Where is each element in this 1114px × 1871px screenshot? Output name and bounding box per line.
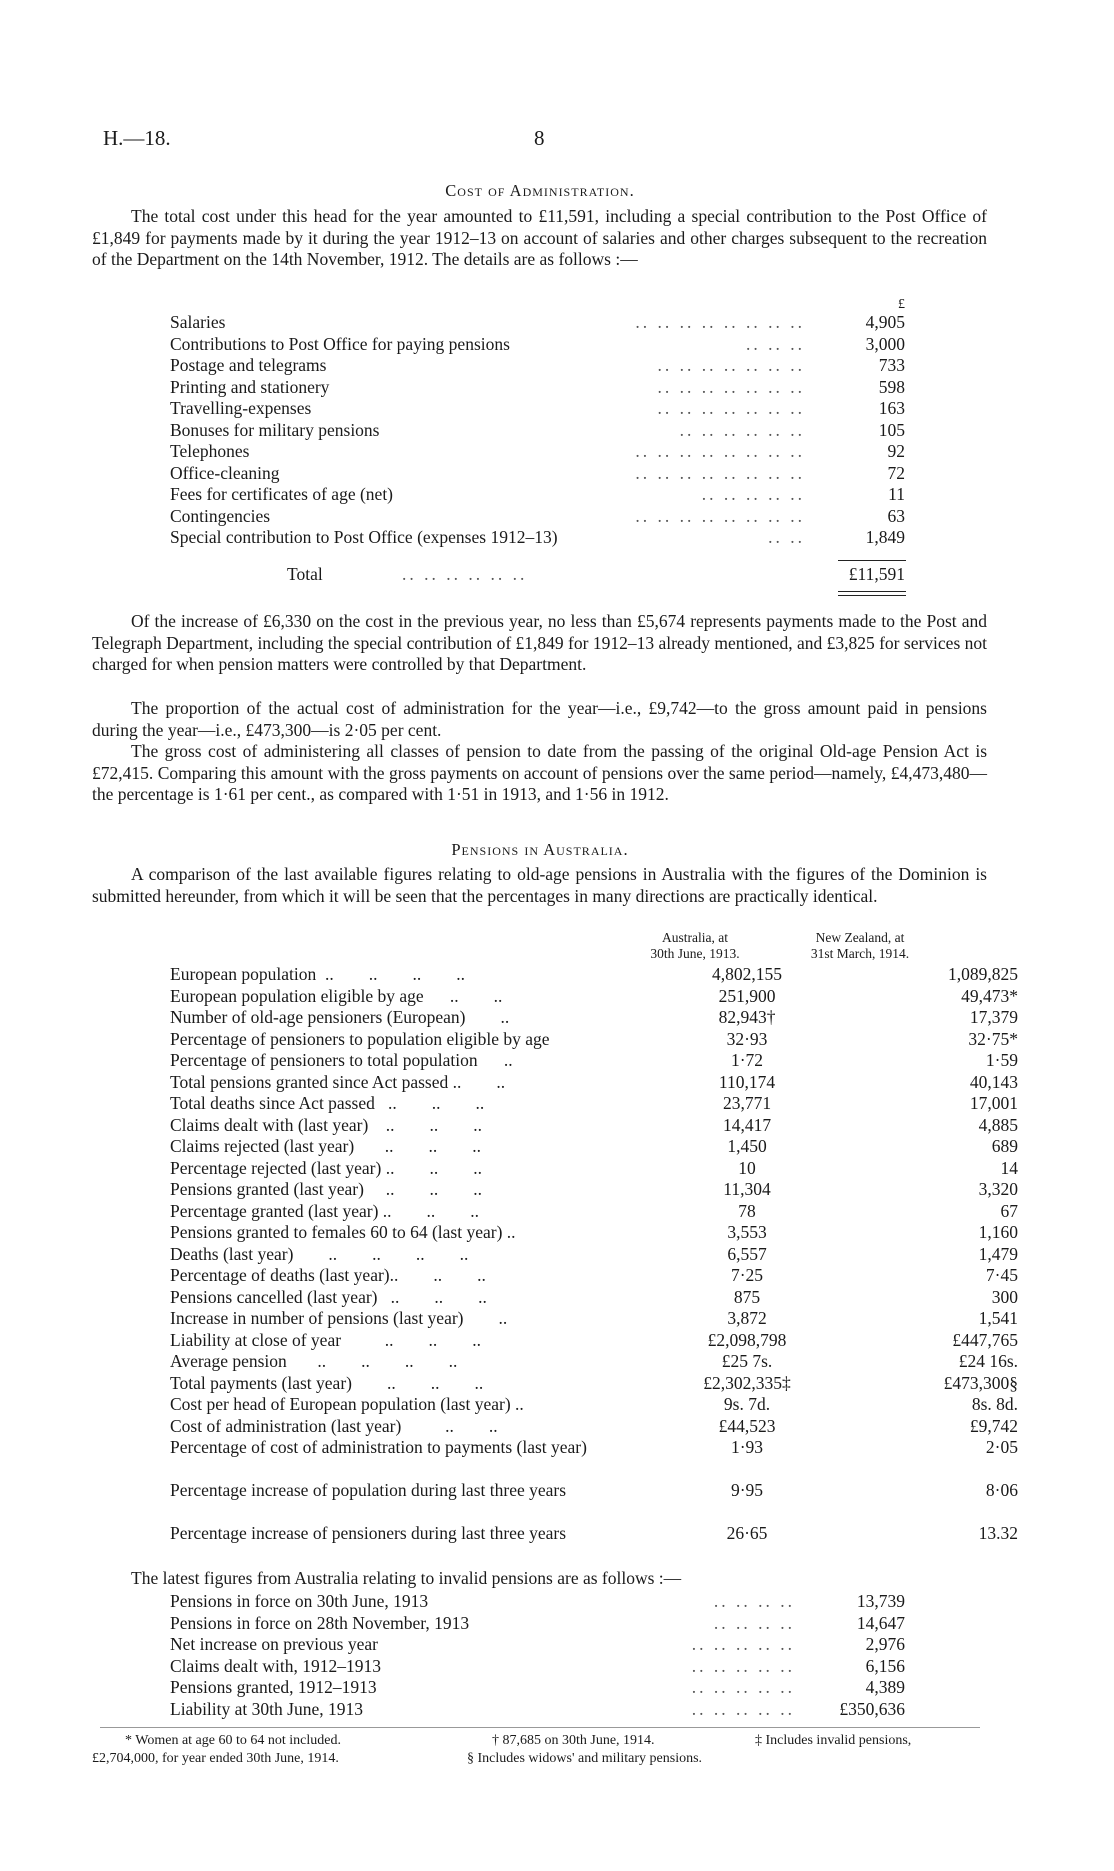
- australia-value: £44,523: [718, 1415, 776, 1436]
- cost-item-value: 163: [878, 398, 905, 418]
- comparison-row: [170, 1329, 1018, 1352]
- australia-value: 9·95: [730, 1480, 764, 1500]
- column-header-australia: [620, 930, 770, 962]
- new-zealand-value: 1,160: [978, 1222, 1018, 1242]
- invalid-pension-leader: .. .. .. ..: [713, 1591, 795, 1611]
- australia-value: 7·25: [730, 1265, 764, 1285]
- australia-value: 251,900: [718, 985, 776, 1006]
- new-zealand-value: £473,300§: [943, 1372, 1018, 1393]
- cost-item-row: [170, 334, 905, 356]
- invalid-pension-label: Claims dealt with, 1912–1913: [170, 1655, 381, 1676]
- cost-item-leader: .. .. .. .. .. .. ..: [657, 398, 805, 418]
- cost-item-row: [170, 312, 905, 334]
- cost-item-value: 4,905: [865, 312, 905, 332]
- new-zealand-value: 67: [1000, 1200, 1018, 1221]
- invalid-pension-row: [170, 1677, 905, 1699]
- cost-item-row: [170, 441, 905, 463]
- cost-item-leader: .. .. .. .. .. ..: [679, 419, 805, 440]
- comparison-label: European population eligible by age .. ..: [170, 985, 503, 1006]
- new-zealand-value: 17,379: [969, 1007, 1018, 1027]
- invalid-pension-leader: .. .. .. ..: [713, 1612, 795, 1633]
- comparison-row: [170, 1136, 1018, 1158]
- total-value: £11,591: [848, 564, 905, 584]
- cost-item-label: Salaries: [170, 312, 226, 332]
- cost-item-value: 11: [888, 484, 905, 504]
- invalid-pension-row: [170, 1634, 905, 1656]
- invalid-pension-row: [170, 1613, 905, 1635]
- comparison-row: [170, 964, 1018, 986]
- cost-item-value: 72: [887, 462, 905, 483]
- comparison-row: [170, 1372, 1018, 1395]
- australia-value: 26·65: [726, 1523, 768, 1543]
- comparison-row: [170, 1071, 1018, 1094]
- column-header-nz-line2: 31st March, 1914.: [810, 946, 910, 961]
- new-zealand-value: 13.32: [978, 1523, 1018, 1543]
- cost-item-leader: .. .. .. .. .. .. .. ..: [635, 441, 805, 461]
- invalid-intro: The latest figures from Australia relating to invalid pensions are as follows :—: [131, 1568, 682, 1588]
- cost-item-label: Printing and stationery: [170, 376, 330, 397]
- cost-item-label: Special contribution to Post Office (expenses 1912–13): [170, 527, 558, 547]
- new-zealand-value: 3,320: [978, 1179, 1018, 1199]
- invalid-pension-label: Pensions in force on 30th June, 1913: [170, 1591, 429, 1611]
- comparison-label: Pensions granted (last year) .. .. ..: [170, 1179, 483, 1199]
- australia-value: 82,943†: [718, 1007, 776, 1027]
- cost-item-label: Telephones: [170, 441, 250, 461]
- invalid-pension-label: Pensions granted, 1912–1913: [170, 1677, 377, 1697]
- total-rule-double-2: [838, 595, 906, 596]
- comparison-row: [170, 1286, 1018, 1309]
- cost-item-row: [170, 527, 905, 549]
- comparison-label: Percentage granted (last year) .. .. ..: [170, 1200, 480, 1221]
- invalid-pension-row: [170, 1591, 905, 1613]
- invalid-pension-value: 2,976: [865, 1634, 905, 1654]
- new-zealand-value: £9,742: [969, 1415, 1018, 1436]
- comparison-label: Number of old-age pensioners (European) ..: [170, 1007, 510, 1027]
- new-zealand-value: £24 16s.: [958, 1351, 1018, 1371]
- comparison-label: Total pensions granted since Act passed .. ..: [170, 1071, 506, 1092]
- australia-value: 875: [733, 1286, 761, 1307]
- cost-item-row: [170, 484, 905, 506]
- total-rule-top: [838, 560, 906, 561]
- comparison-label: Pensions cancelled (last year) .. .. ..: [170, 1286, 487, 1307]
- cost-item-label: Bonuses for military pensions: [170, 419, 380, 440]
- comparison-label: Liability at close of year .. .. ..: [170, 1329, 482, 1350]
- footnote-double-dagger: ‡ Includes invalid pensions,: [755, 1733, 912, 1748]
- comparison-label: Claims rejected (last year) .. .. ..: [170, 1136, 482, 1156]
- comparison-row: [170, 1093, 1018, 1115]
- comparison-row: [170, 1028, 1018, 1051]
- comparison-label: Percentage rejected (last year) .. .. ..: [170, 1157, 482, 1178]
- comparison-label: Increase in number of pensions (last year) ..: [170, 1308, 508, 1328]
- australia-value: 23,771: [722, 1093, 772, 1113]
- comparison-label: Percentage increase of pensioners during last three years: [170, 1523, 567, 1543]
- comparison-row: [170, 1437, 1018, 1480]
- section-heading-australia: Pensions in Australia.: [451, 840, 629, 859]
- comparison-row: [170, 1007, 1018, 1029]
- new-zealand-value: 17,001: [969, 1093, 1018, 1113]
- invalid-pension-value: £350,636: [839, 1698, 905, 1719]
- comparison-row: [170, 1157, 1018, 1180]
- comparison-label: Pensions granted to females 60 to 64 (last year) ..: [170, 1222, 516, 1242]
- australia-value: 10: [738, 1157, 756, 1178]
- new-zealand-value: 8·06: [985, 1480, 1018, 1500]
- cost-intro-paragraph: The total cost under this head for the year amounted to £11,591, including a special contribution to the Post Office of £1,849 for payments made by it during the year 1912–13 on account of salaries and other charges subsequent to the recreation of the Department on the 14th November, 1912. The details are as follows :—: [92, 206, 987, 269]
- cost-item-row: [170, 377, 905, 399]
- cost-item-row: [170, 398, 905, 420]
- comparison-row: [170, 1050, 1018, 1072]
- invalid-pension-label: Net increase on previous year: [170, 1634, 378, 1654]
- currency-symbol: £: [898, 297, 905, 312]
- comparison-row: [170, 1265, 1018, 1287]
- footnote-star: * Women at age 60 to 64 not included.: [125, 1733, 341, 1748]
- comparison-row: [170, 1179, 1018, 1201]
- cost-item-row: [170, 355, 905, 377]
- comparison-row: [170, 1480, 1018, 1523]
- total-rule-double-1: [838, 591, 906, 592]
- invalid-pension-row: [170, 1699, 905, 1721]
- new-zealand-value: 7·45: [985, 1265, 1018, 1285]
- comparison-label: Total payments (last year) .. .. ..: [170, 1372, 484, 1393]
- australia-value: 9s. 7d.: [723, 1394, 771, 1414]
- comparison-row: [170, 1308, 1018, 1330]
- australia-value: 110,174: [718, 1071, 776, 1092]
- comparison-label: Cost of administration (last year) .. ..: [170, 1415, 498, 1436]
- australia-value: 14,417: [722, 1114, 772, 1135]
- australia-value: £2,098,798: [707, 1329, 787, 1350]
- comparison-row: [170, 1114, 1018, 1137]
- comparison-row: [170, 1200, 1018, 1223]
- cost-item-label: Contributions to Post Office for paying pensions: [170, 333, 510, 354]
- document-reference: H.—18.: [103, 126, 171, 150]
- cost-item-leader: .. .. ..: [746, 333, 805, 354]
- invalid-pension-leader: .. .. .. .. ..: [691, 1698, 795, 1719]
- footnote-dagger: † 87,685 on 30th June, 1914.: [492, 1733, 655, 1748]
- comparison-row: [170, 1222, 1018, 1244]
- comparison-label: Average pension .. .. .. ..: [170, 1351, 458, 1371]
- cost-total-row: [170, 564, 905, 586]
- new-zealand-value: 2·05: [985, 1437, 1018, 1457]
- comparison-label: Percentage of pensioners to population eligible by age: [170, 1028, 550, 1049]
- invalid-pension-value: 4,389: [865, 1677, 905, 1697]
- new-zealand-value: 14: [1000, 1157, 1018, 1178]
- cost-item-label: Office-cleaning: [170, 462, 280, 483]
- new-zealand-value: 4,885: [978, 1114, 1018, 1135]
- total-leader: .. .. .. .. .. ..: [402, 564, 528, 584]
- currency-header: [170, 294, 905, 312]
- column-header-australia-line2: 30th June, 1913.: [650, 946, 740, 961]
- page-number: 8: [534, 126, 545, 150]
- column-header-nz-line1: New Zealand, at: [815, 930, 905, 945]
- gross-cost-paragraph: The gross cost of administering all classes of pension to date from the passing of the original Old-age Pension Act is £72,415. Comparing this amount with the gross payments on account of pensions over the same period—namely, £4,473,480—the percentage is 1·61 per cent., as compared with 1·51 in 1913, and 1·56 in 1912.: [92, 741, 987, 804]
- comparison-label: Cost per head of European population (last year) ..: [170, 1394, 524, 1414]
- comparison-row: [170, 1351, 1018, 1373]
- australia-value: 4,802,155: [712, 964, 782, 984]
- comparison-label: Percentage increase of population during last three years: [170, 1480, 567, 1500]
- column-header-australia-line1: Australia, at: [662, 930, 728, 945]
- comparison-label: Percentage of cost of administration to payments (last year): [170, 1437, 587, 1457]
- cost-item-leader: .. .. .. .. .. .. ..: [657, 376, 805, 397]
- cost-item-value: 598: [878, 376, 905, 397]
- australia-intro-paragraph: A comparison of the last available figures relating to old-age pensions in Australia with the figures of the Dominion is submitted hereunder, from which it will be seen that the percentages in many directions are practically identical.: [92, 864, 987, 906]
- invalid-pension-value: 6,156: [865, 1655, 905, 1676]
- comparison-label: Percentage of deaths (last year).. .. ..: [170, 1265, 486, 1285]
- new-zealand-value: 1,541: [978, 1308, 1018, 1328]
- comparison-label: Percentage of pensioners to total population ..: [170, 1050, 513, 1070]
- cost-item-leader: .. .. .. .. .. .. .. ..: [635, 312, 805, 332]
- australia-value: 3,553: [727, 1222, 767, 1242]
- australia-value: 1·72: [730, 1050, 764, 1070]
- comparison-row: [170, 1394, 1018, 1416]
- cost-item-value: 92: [887, 441, 905, 461]
- comparison-label: Claims dealt with (last year) .. .. ..: [170, 1114, 483, 1135]
- cost-item-label: Postage and telegrams: [170, 355, 327, 375]
- invalid-pension-value: 14,647: [856, 1612, 905, 1633]
- cost-item-value: 733: [878, 355, 905, 375]
- invalid-pension-value: 13,739: [856, 1591, 905, 1611]
- section-heading-cost: Cost of Administration.: [445, 181, 635, 200]
- invalid-pension-row: [170, 1656, 905, 1678]
- cost-item-leader: .. .. .. .. .. .. .. ..: [635, 462, 805, 483]
- new-zealand-value: 300: [991, 1286, 1018, 1307]
- total-label: Total: [287, 564, 323, 584]
- cost-item-value: 105: [878, 419, 905, 440]
- australia-value: 1,450: [727, 1136, 767, 1156]
- comparison-label: European population .. .. .. ..: [170, 964, 466, 984]
- cost-item-label: Travelling-expenses: [170, 398, 312, 418]
- cost-item-leader: .. .. .. .. ..: [701, 484, 805, 504]
- comparison-row: [170, 1415, 1018, 1438]
- cost-item-row: [170, 463, 905, 485]
- cost-item-leader: .. .. .. .. .. .. ..: [657, 355, 805, 375]
- cost-item-label: Contingencies: [170, 505, 271, 526]
- comparison-label: Total deaths since Act passed .. .. ..: [170, 1093, 485, 1113]
- new-zealand-value: 40,143: [969, 1071, 1018, 1092]
- invalid-pension-leader: .. .. .. .. ..: [691, 1634, 795, 1654]
- invalid-pension-label: Pensions in force on 28th November, 1913: [170, 1612, 470, 1633]
- footnote-section: § Includes widows' and military pensions.: [467, 1751, 703, 1766]
- australia-value: 78: [738, 1200, 756, 1221]
- cost-item-leader: .. .. .. .. .. .. .. ..: [635, 505, 805, 526]
- new-zealand-value: 32·75*: [968, 1028, 1018, 1049]
- cost-item-value: 3,000: [865, 333, 905, 354]
- cost-item-leader: .. ..: [768, 527, 805, 547]
- new-zealand-value: 689: [991, 1136, 1018, 1156]
- new-zealand-value: £447,765: [952, 1329, 1018, 1350]
- comparison-row: [170, 1523, 1018, 1566]
- footnote-rule: [100, 1727, 980, 1728]
- australia-value: 32·93: [726, 1028, 768, 1049]
- proportion-paragraph: The proportion of the actual cost of administration for the year—i.e., £9,742—to the gross amount paid in pensions during the year—i.e., £473,300—is 2·05 per cent.: [92, 698, 987, 740]
- australia-value: 6,557: [727, 1243, 767, 1264]
- new-zealand-value: 1,089,825: [948, 964, 1018, 984]
- cost-item-value: 63: [887, 505, 905, 526]
- australia-value: 1·93: [730, 1437, 764, 1457]
- column-header-nz: [790, 930, 930, 962]
- new-zealand-value: 1·59: [985, 1050, 1018, 1070]
- increase-paragraph: Of the increase of £6,330 on the cost in the previous year, no less than £5,674 represents payments made to the Post and Telegraph Department, including the special contribution of £1,849 for 1912–13 already mentioned, and £3,825 for services not charged for when pension matters were controlled by that Department.: [92, 611, 987, 674]
- new-zealand-value: 49,473*: [961, 985, 1018, 1006]
- australia-value: £25 7s.: [721, 1351, 773, 1371]
- footnote-double-dagger-continued: £2,704,000, for year ended 30th June, 1914.: [92, 1751, 339, 1766]
- new-zealand-value: 1,479: [978, 1243, 1018, 1264]
- comparison-row: [170, 1243, 1018, 1266]
- cost-item-row: [170, 506, 905, 528]
- cost-item-row: [170, 420, 905, 442]
- invalid-pension-leader: .. .. .. .. ..: [691, 1677, 795, 1697]
- cost-item-value: 1,849: [865, 527, 905, 547]
- australia-value: 3,872: [727, 1308, 767, 1328]
- invalid-pension-leader: .. .. .. .. ..: [691, 1655, 795, 1676]
- australia-value: 11,304: [723, 1179, 771, 1199]
- australia-value: £2,302,335‡: [703, 1372, 791, 1393]
- comparison-row: [170, 985, 1018, 1008]
- invalid-pension-label: Liability at 30th June, 1913: [170, 1698, 363, 1719]
- comparison-label: Deaths (last year) .. .. .. ..: [170, 1243, 469, 1264]
- cost-item-label: Fees for certificates of age (net): [170, 484, 394, 504]
- new-zealand-value: 8s. 8d.: [971, 1394, 1018, 1414]
